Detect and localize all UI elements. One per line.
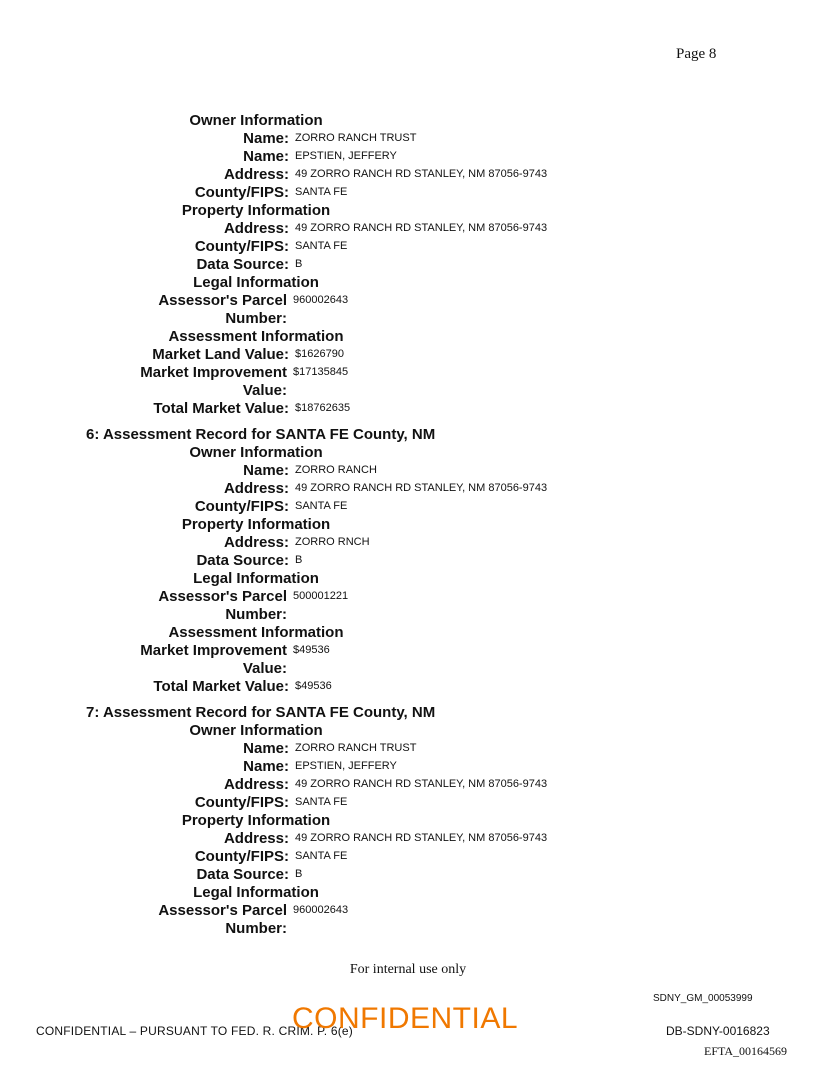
field-label	[0, 220, 295, 238]
confidential-stamp: CONFIDENTIAL	[292, 1002, 519, 1035]
record-title: 6: Assessment Record for SANTA FE County, NM	[86, 426, 436, 443]
field-label-line: Name:	[243, 758, 289, 775]
field-label-line: Value:	[242, 660, 287, 677]
bates-number-db: DB-SDNY-0016823	[666, 1024, 770, 1038]
assessment-record	[0, 112, 816, 418]
section-heading: Legal Information	[193, 884, 319, 901]
field-value: ZORRO RANCH TRUST	[295, 742, 417, 754]
field-row	[0, 346, 816, 364]
field-row	[0, 256, 816, 274]
section-heading: Assessment Information	[168, 328, 344, 345]
field-label	[0, 130, 295, 148]
field-label	[0, 902, 293, 938]
assessment-records	[0, 112, 816, 938]
bates-number-gm: SDNY_GM_00053999	[653, 993, 753, 1004]
field-label	[0, 758, 295, 776]
field-value: EPSTIEN, JEFFERY	[295, 150, 397, 162]
page-number: Page 8	[676, 46, 717, 62]
field-label	[0, 148, 295, 166]
field-value: $18762635	[295, 402, 351, 414]
field-value: 960002643	[293, 904, 349, 916]
field-row	[0, 480, 816, 498]
field-label	[0, 642, 293, 678]
field-label	[0, 534, 295, 552]
field-label-line: Address:	[223, 776, 289, 793]
efta-number: EFTA_00164569	[704, 1044, 788, 1058]
field-row	[0, 794, 816, 812]
field-label	[0, 794, 295, 812]
field-label-line: County/FIPS:	[194, 184, 289, 201]
field-label-line: Name:	[243, 148, 289, 165]
field-row	[0, 400, 816, 418]
field-value: 49 ZORRO RANCH RD STANLEY, NM 87056-9743	[295, 482, 548, 494]
field-label	[0, 400, 295, 418]
internal-use-note: For internal use only	[349, 962, 467, 977]
field-value: SANTA FE	[295, 850, 348, 862]
field-label-line: Number:	[225, 920, 287, 937]
field-value: $1626790	[295, 348, 344, 360]
field-label-line: County/FIPS:	[194, 848, 289, 865]
field-value: 49 ZORRO RANCH RD STANLEY, NM 87056-9743	[295, 832, 548, 844]
field-label	[0, 462, 295, 480]
field-label-line: Market Improvement	[140, 642, 287, 659]
field-row	[0, 678, 816, 696]
field-row	[0, 166, 816, 184]
field-value: $49536	[293, 644, 330, 656]
field-value: B	[295, 868, 303, 880]
field-row	[0, 462, 816, 480]
field-label	[0, 678, 295, 696]
field-value: $17135845	[293, 366, 349, 378]
field-label	[0, 588, 293, 624]
field-label-line: Name:	[243, 462, 289, 479]
assessment-record	[0, 704, 816, 938]
field-row	[0, 642, 816, 678]
field-label-line: Assessor's Parcel	[158, 902, 287, 919]
field-value: ZORRO RNCH	[295, 536, 370, 548]
field-row	[0, 758, 816, 776]
section-heading: Assessment Information	[168, 624, 344, 641]
field-value: 49 ZORRO RANCH RD STANLEY, NM 87056-9743	[295, 778, 548, 790]
field-row	[0, 866, 816, 884]
field-label-line: Data Source:	[196, 552, 289, 569]
field-row	[0, 848, 816, 866]
field-row	[0, 364, 816, 400]
field-row	[0, 740, 816, 758]
field-value: B	[295, 554, 303, 566]
section-heading: Owner Information	[189, 722, 323, 739]
field-label-line: Address:	[223, 830, 289, 847]
field-label-line: County/FIPS:	[194, 794, 289, 811]
field-label	[0, 184, 295, 202]
field-label-line: Value:	[242, 382, 287, 399]
record-title: 7: Assessment Record for SANTA FE County, NM	[86, 704, 436, 721]
field-value: EPSTIEN, JEFFERY	[295, 760, 397, 772]
section-heading: Property Information	[181, 812, 331, 829]
field-row	[0, 498, 816, 516]
field-label	[0, 292, 293, 328]
field-row	[0, 148, 816, 166]
field-label-line: Address:	[223, 166, 289, 183]
field-label	[0, 364, 293, 400]
field-value: 960002643	[293, 294, 349, 306]
field-label	[0, 830, 295, 848]
field-row	[0, 534, 816, 552]
field-label-line: Assessor's Parcel	[158, 292, 287, 309]
field-label-line: County/FIPS:	[194, 238, 289, 255]
confidential-notice: CONFIDENTIAL – PURSUANT TO FED. R. CRIM. P. 6(e)	[36, 1024, 353, 1038]
section-heading: Property Information	[181, 202, 331, 219]
field-label	[0, 256, 295, 274]
field-label	[0, 238, 295, 256]
field-label-line: Assessor's Parcel	[158, 588, 287, 605]
section-heading: Legal Information	[193, 570, 319, 587]
field-label-line: Market Land Value:	[152, 346, 289, 363]
field-label-line: Number:	[225, 606, 287, 623]
field-label-line: Name:	[243, 740, 289, 757]
field-label	[0, 498, 295, 516]
section-heading: Owner Information	[189, 444, 323, 461]
field-row	[0, 776, 816, 794]
field-label-line: Data Source:	[196, 256, 289, 273]
field-label-line: Name:	[243, 130, 289, 147]
field-row	[0, 588, 816, 624]
field-value: 49 ZORRO RANCH RD STANLEY, NM 87056-9743	[295, 222, 548, 234]
field-label	[0, 776, 295, 794]
field-value: ZORRO RANCH TRUST	[295, 132, 417, 144]
field-label	[0, 346, 295, 364]
field-row	[0, 902, 816, 938]
field-label	[0, 848, 295, 866]
section-heading: Property Information	[181, 516, 331, 533]
field-label	[0, 480, 295, 498]
field-value: SANTA FE	[295, 500, 348, 512]
field-value: B	[295, 258, 303, 270]
field-label-line: Address:	[223, 480, 289, 497]
field-row	[0, 220, 816, 238]
field-row	[0, 238, 816, 256]
field-row	[0, 552, 816, 570]
field-row	[0, 130, 816, 148]
field-row	[0, 830, 816, 848]
field-row	[0, 292, 816, 328]
field-label-line: County/FIPS:	[194, 498, 289, 515]
field-label-line: Total Market Value:	[153, 678, 289, 695]
field-label-line: Address:	[223, 220, 289, 237]
field-value: 49 ZORRO RANCH RD STANLEY, NM 87056-9743	[295, 168, 548, 180]
field-label	[0, 740, 295, 758]
field-value: ZORRO RANCH	[295, 464, 377, 476]
field-value: SANTA FE	[295, 186, 348, 198]
section-heading: Legal Information	[193, 274, 319, 291]
field-value: SANTA FE	[295, 240, 348, 252]
field-row	[0, 184, 816, 202]
field-value: $49536	[295, 680, 332, 692]
field-label	[0, 552, 295, 570]
field-label	[0, 166, 295, 184]
field-label-line: Market Improvement	[140, 364, 287, 381]
field-label-line: Total Market Value:	[153, 400, 289, 417]
field-value: SANTA FE	[295, 796, 348, 808]
section-heading: Owner Information	[189, 112, 323, 129]
field-label-line: Data Source:	[196, 866, 289, 883]
field-label-line: Number:	[225, 310, 287, 327]
field-label	[0, 866, 295, 884]
assessment-record	[0, 426, 816, 696]
field-label-line: Address:	[223, 534, 289, 551]
field-value: 500001221	[293, 590, 349, 602]
